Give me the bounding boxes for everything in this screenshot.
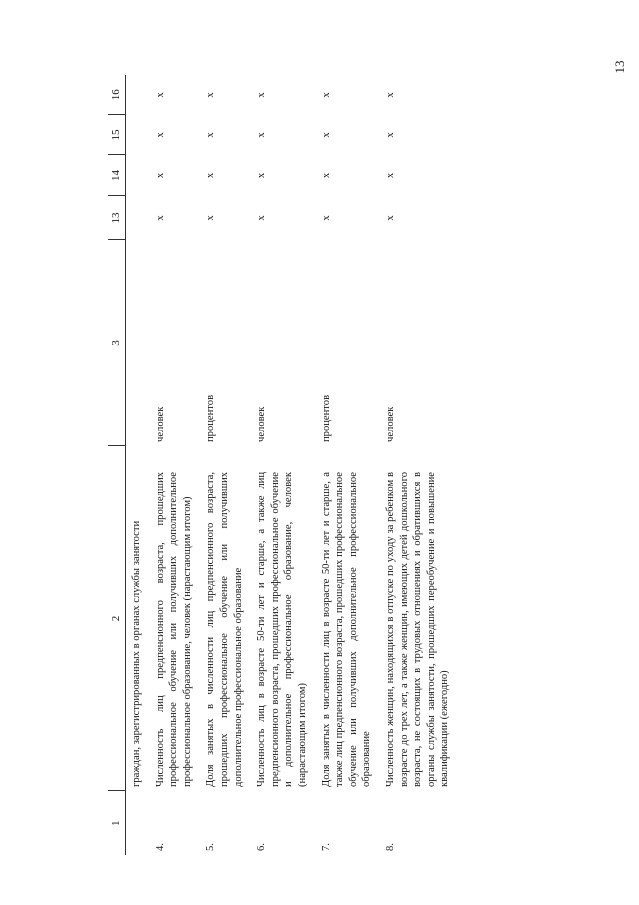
value-cell: x [154, 92, 166, 98]
col-header-1: 1 [108, 791, 126, 855]
value-cell: x [154, 215, 166, 221]
value-cell: x [256, 92, 268, 98]
value-cell: x [154, 172, 166, 179]
continuation-row [126, 75, 148, 855]
row-number: 8. [384, 843, 396, 851]
unit-cell: человек [384, 406, 396, 442]
value-cell: x [320, 132, 332, 138]
indicators-table [108, 75, 456, 855]
col-header-15: 15 [108, 115, 126, 155]
unit-cell: человек [154, 406, 166, 442]
value-cell: x [320, 92, 332, 98]
value-cell: x [384, 172, 396, 179]
table-row [198, 75, 249, 855]
indicator-name: Численность женщин, находящихся в отпуске по уходу за ребенком в возрасте до трех лет, а также женщин, имеющих детей дошкольного возраста, не состоящих в трудовых отношениях и обратившихся в органы службы занятости, прошедших переобучение и повышение квалификации (ежегодно) [384, 472, 451, 787]
col-header-16: 16 [108, 75, 126, 115]
col-header-13: 13 [108, 196, 126, 240]
value-cell: x [256, 132, 268, 138]
value-cell: x [384, 132, 396, 138]
page-number: 13 [612, 60, 627, 74]
value-cell: x [205, 215, 217, 221]
indicator-name: Численность лиц предпенсионного возраста, прошедших профессиональное обучение или получивших дополнительное профессиональное образование, человек (нарастающим итогом) [154, 472, 193, 787]
unit-cell: человек [256, 406, 268, 442]
indicator-name: Доля занятых в численности лиц предпенсионного возраста, прошедших профессиональное обучение или получивших дополнительное профессиональное образование [205, 472, 244, 787]
row-number: 4. [154, 843, 166, 851]
value-cell: x [205, 172, 217, 179]
value-cell: x [256, 215, 268, 221]
table-row [148, 75, 199, 855]
unit-cell: процентов [205, 394, 217, 442]
table-row [249, 75, 313, 855]
value-cell: x [320, 172, 332, 179]
col-header-14: 14 [108, 155, 126, 196]
value-cell: x [256, 172, 268, 179]
value-cell: x [384, 92, 396, 98]
table-row [314, 75, 378, 855]
rotated-table-container [108, 75, 638, 855]
indicator-name: Доля занятых в численности лиц в возрасте 50-ти лет и старше, а также лиц предпенсионного возраста, прошедших профессиональное обучение или получивших дополнительное профессиональное образование [320, 472, 373, 787]
header-row [108, 75, 126, 855]
col-header-2: 2 [108, 446, 126, 791]
unit-cell: процентов [320, 394, 332, 442]
continuation-text: граждан, зарегистрированных в органах службы занятости [131, 520, 142, 787]
value-cell: x [154, 132, 166, 138]
value-cell: x [205, 92, 217, 98]
row-number: 6. [256, 843, 268, 851]
table-row [378, 75, 456, 855]
value-cell: x [384, 215, 396, 221]
indicator-name: Численность лиц в возрасте 50-ти лет и старше, а также лиц предпенсионного возраста, прошедших профессиональное обучение и дополнительное профессиональное образование, человек (нарастающим итогом) [256, 472, 308, 787]
row-number: 5. [205, 843, 217, 851]
value-cell: x [205, 132, 217, 138]
row-number: 7. [320, 843, 332, 851]
value-cell: x [320, 215, 332, 221]
col-header-3: 3 [108, 240, 126, 446]
